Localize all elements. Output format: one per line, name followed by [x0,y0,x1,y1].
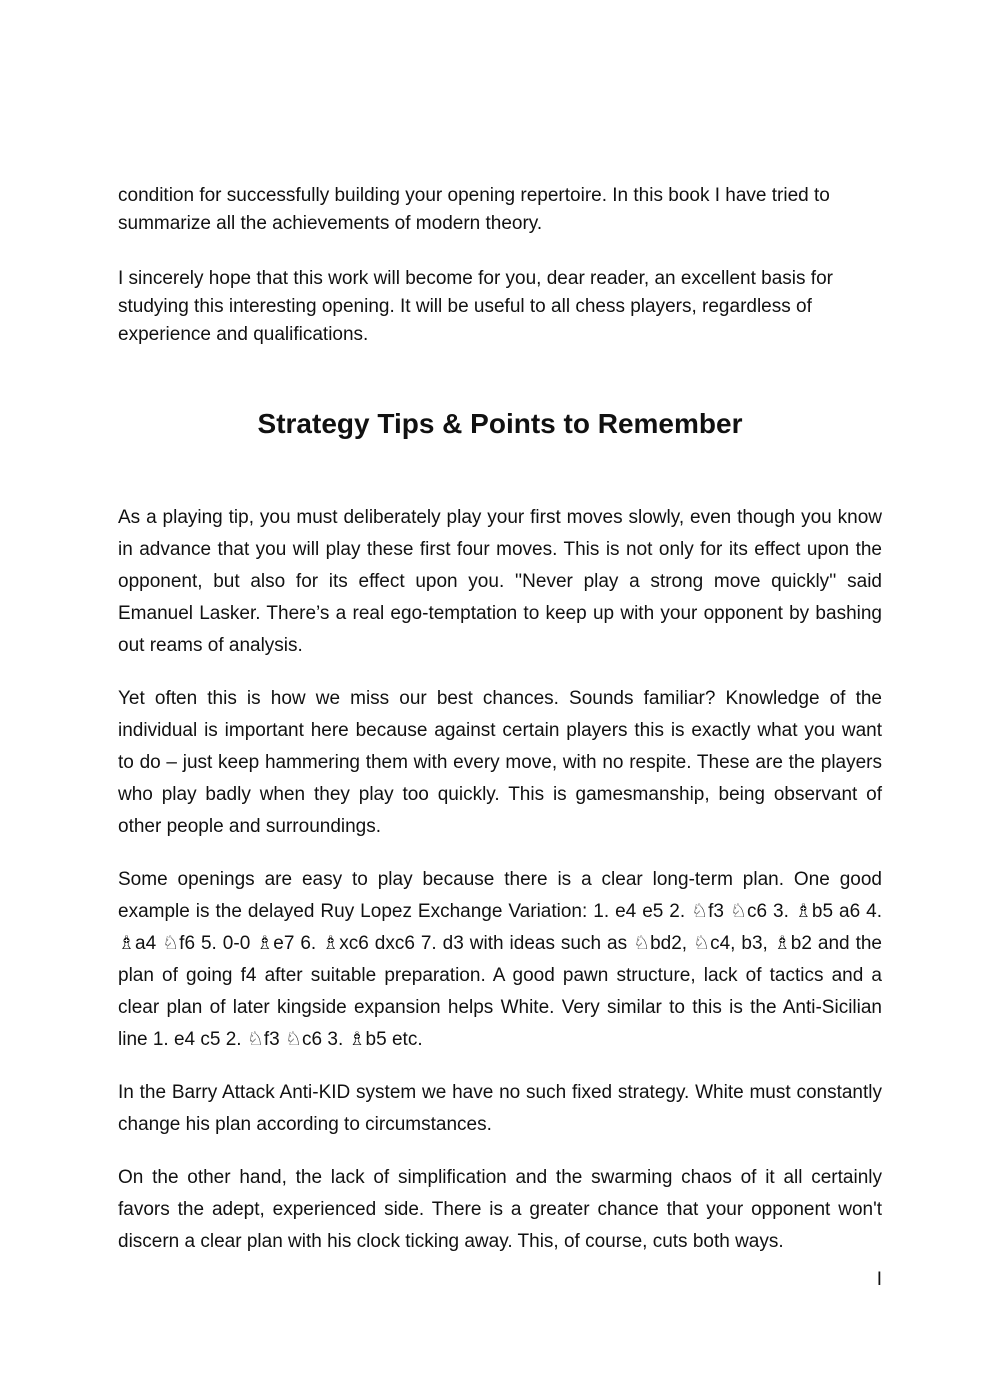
body-paragraph-2: Yet often this is how we miss our best chances. Sounds familiar? Knowledge of the individual is important here because against certain players this is exactly what you want to do – just keep hammering them with every move, with no respite. These are the players who play badly when they play too quickly. This is gamesmanship, being observant of other people and surroundings. [118,688,882,837]
intro-paragraph-1: condition for successfully building your opening repertoire. In this book I have tried to summarize all the achievements of modern theory. [118,185,830,234]
body-paragraph-1: As a playing tip, you must deliberately play your first moves slowly, even though you know in advance that you will play these first four moves. This is not only for its effect upon the opponent, but also for its effect upon you. ''Never play a strong move quickly'' said Emanuel Lasker. There’s a real ego-temptation to keep up with your opponent by bashing out reams of analysis. [118,507,882,656]
body-paragraph-5: On the other hand, the lack of simplification and the swarming chaos of it all certainly favors the adept, experienced side. There is a greater chance that your opponent won't discern a clear plan with his clock ticking away. This, of course, cuts both ways. [118,1167,882,1252]
body-paragraph-4: In the Barry Attack Anti-KID system we have no such fixed strategy. White must constantly change his plan according to circumstances. [118,1082,882,1135]
body-paragraph-3: Some openings are easy to play because there is a clear long-term plan. One good example is the delayed Ruy Lopez Exchange Variation: 1. e4 e5 2. ♘f3 ♘c6 3. ♗b5 a6 4. ♗a4 ♘f6 5. 0-0 ♗e7 6. ♗xc6 dxc6 7. d3 with ideas such as ♘bd2, ♘c4, b3, ♗b2 and the plan of going f4 after suitable preparation. A good pawn structure, lack of tactics and a clear plan of later kingside expansion helps White. Very similar to this is the Anti-Sicilian line 1. e4 c5 2. ♘f3 ♘c6 3. ♗b5 etc. [118,869,882,1050]
section-heading: Strategy Tips & Points to Remember [257,408,743,439]
intro-paragraph-2: I sincerely hope that this work will become for you, dear reader, an excellent basis for studying this interesting opening. It will be useful to all chess players, regardless of experience and qualifications. [118,268,833,345]
page-number: I [876,1269,882,1290]
